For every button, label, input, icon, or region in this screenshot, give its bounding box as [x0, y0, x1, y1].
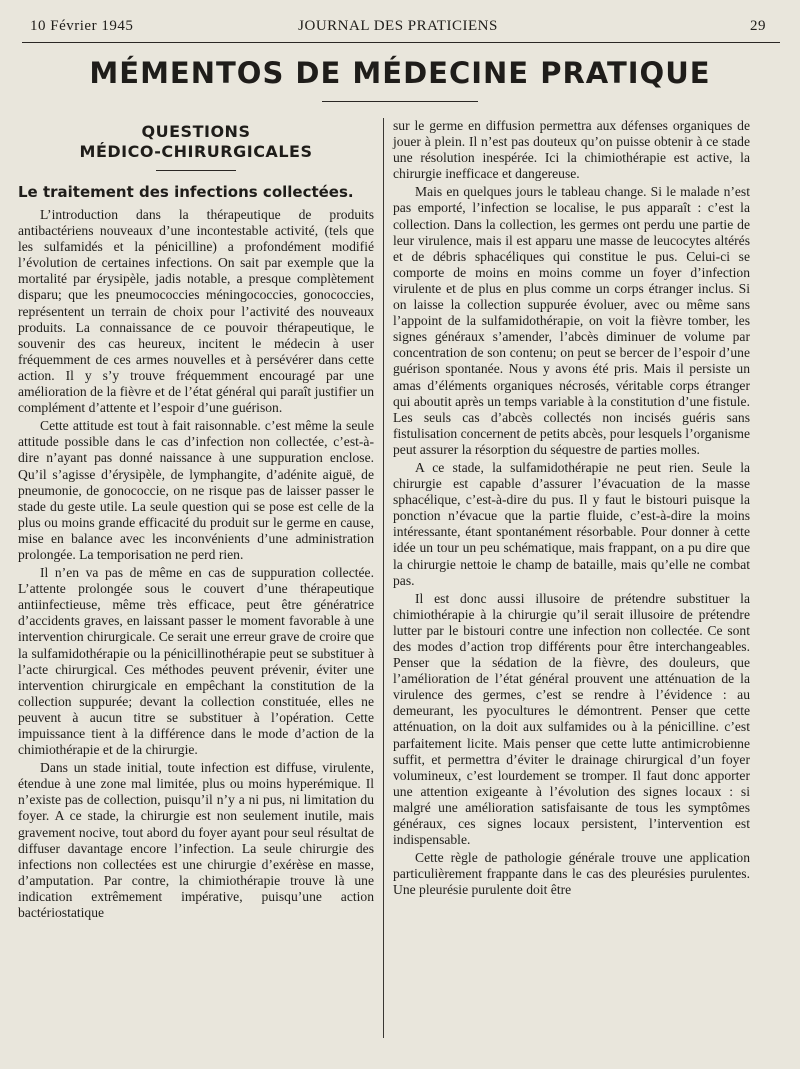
paragraph: Mais en quelques jours le tableau change. Si le malade n’est pas emporté, l’infection se localise, le pus apparaît : c’est la collection. Dans la collection, les germes ont perdu une partie de leur virulence, mais il est apparu une masse de leucocytes altérés et de débris sphacéliques qui constitue le pus. Celui-ci se comporte de moins en moins comme un foyer d’infection virulente et de plus en plus comme un corps étranger inclus. Si on laisse la collection suppurée évoluer, avec ou même sans l’appoint de la sulfamidothérapie, on voit la fièvre tomber, les signes généraux s’amender, l’abcès diminuer de volume par concentration de son contenu; on peut se bercer de l’espoir d’une guérison spontanée. Nous y avons été pris. Mais il persiste un amas d’éléments organiques nécrosés, véritable corps étranger qui aboutit après un temps variable à la constitution d’une fistule. Les seuls cas d’abcès collectés non incisés guéris sans fistulisation concernent de petits abcès, pour lesquels l’organisme peut assurer la résorption du séquestre de parties molles. [393, 184, 750, 457]
page-number: 29 [750, 18, 766, 34]
page-title: MÉMENTOS DE MÉDECINE PRATIQUE [89, 56, 711, 90]
issue-date: 10 Février 1945 [30, 18, 134, 34]
header-rule [22, 42, 780, 43]
journal-name: JOURNAL DES PRATICIENS [298, 18, 498, 34]
section-heading [18, 122, 374, 162]
paragraph: Il est donc aussi illusoire de prétendre substituer la chimiothérapie à la chirurgie qu’il serait illusoire de prétendre lutter par le bistouri contre une infection non collectée. Ce sont des modes d’action trop différents pour être interchangeables. Penser que la sédation de la fièvre, des douleurs, que l’amélioration de l’état général prouvent une atténuation de la virulence des germes, c’est se rendre à l’évidence : au demeurant, les pyocultures le démontrent. Penser que cette atténuation, on la doit aux sulfamides ou à la pénicilline. c’est parfaitement licite. Mais penser que cette lutte antimicrobienne suffit, et permettra d’éviter le drainage chirurgical d’un foyer volumineux, c’est lourdement se tromper. Il faut donc apporter une attention exigeante à l’évolution des signes locaux : si malgré une amélioration satisfaisante de tous les symptômes généraux, ces signes locaux persistent, l’intervention est indispensable. [393, 590, 750, 848]
section-heading-line1: QUESTIONS [141, 122, 251, 141]
section-heading-line2: MÉDICO-CHIRURGICALES [79, 142, 313, 161]
paragraph: L’introduction dans la thérapeutique de produits antibactériens nouveaux d’une incontestable activité, (tels que les sulfamidés et la pénicilline) a profondément modifié l’évolution de certaines infections. On sait par exemple que la mortalité par érysipèle, jadis notable, a presque complètement disparu; que les pneumococcies méningococcies, gonococcies, représentent un terrain de choix pour l’activité des nouveaux produits. La connaissance de ce pouvoir thérapeutique, le souvenir des cas heureux, incitent le médecin à user fréquemment de ces armes nouvelles et à persévérer dans cette action. Il y s’y trouve fréquemment encouragé par une amélioration de la fièvre et de l’état général qui paraît justifier un complément d’attente et l’espoir d’une guérison. [18, 207, 374, 416]
paragraph: sur le germe en diffusion permettra aux défenses organiques de jouer à plein. Il n’est pas douteux qu’on puisse obtenir à ce stade une résolution inespérée. Ici la chimiothérapie est active, la chirurgie inefficace et dangereuse. [393, 118, 750, 182]
left-column [18, 116, 374, 923]
paragraph: Il n’en va pas de même en cas de suppuration collectée. L’attente prolongée sous le couvert d’une thérapeutique antiinfectieuse, même très efficace, peut être génératrice d’accidents graves, en laissant passer le moment favorable à une intervention chirurgicale. Ce serait une erreur grave de croire que la sulfamidothérapie ou la pénicillinothérapie peut se substituer à l’acte chirurgical. Ces méthodes peuvent prévenir, éviter une intervention chirurgicale en empêchant la constitution de la collection suppurée; devant la collection constituée, elles ne peuvent à aucun titre se substituer à l’opération. Cette impuissance tient à la différence dans le mode d’action de la chimiothérapie et de la chirurgie. [18, 565, 374, 758]
paragraph: Dans un stade initial, toute infection est diffuse, virulente, étendue à une zone mal limitée, plus ou moins hyperémique. Il n’existe pas de collection, puisqu’il n’y a ni pus, ni limitation du foyer. A ce stade, la chirurgie est non seulement inutile, mais gravement nocive, tout abord du foyer ayant pour seul résultat de diffuser davantage encore l’infection. La seule chirurgie des infections non collectées est une chirurgie d’exérèse en masse, d’amputation. Par contre, la chimiothérapie trouve là une indication extrêmement impérative, puisqu’une action bactériostatique [18, 760, 374, 921]
paragraph: Cette règle de pathologie générale trouve une application particulièrement frappante dans le cas des pleurésies purulentes. Une pleurésie purulente doit être [393, 850, 750, 898]
title-rule [322, 101, 478, 102]
paragraph: A ce stade, la sulfamidothérapie ne peut rien. Seule la chirurgie est capable d’assurer l’évacuation de la masse sphacélique, c’est-à-dire du pus. Il y faut le bistouri puisque la ponction n’évacue que la partie fluide, c’est-à-dire la moins intéressante, étant spontanément résorbable. Pour donner à cette idée un tour un peu schématique, mais frappant, on a pu dire que la chirurgie nettoie le champ de bataille, mais qu’elle ne combat pas. [393, 459, 750, 588]
section-rule [156, 170, 236, 171]
right-column [393, 118, 750, 901]
article-title: Le traitement des infections collectées. [18, 183, 354, 201]
paragraph: Cette attitude est tout à fait raisonnable. c’est même la seule attitude possible dans le cas d’infection non collectée, c’est-à-dire n’ayant pas donné naissance à une suppuration enclose. Qu’il s’agisse d’érysipèle, de lymphangite, d’adénite aiguë, de pneumonie, de gonococcie, on ne risque pas de laisser passer le stade du geste utile. La seule question qui se pose est celle de la plus ou moins grande efficacité du produit sur le germe en cause, mise en balance avec les inconvénients d’une administration prolongée. La temporisation ne perd rien. [18, 418, 374, 562]
column-divider [383, 118, 384, 1038]
running-head [30, 16, 766, 40]
